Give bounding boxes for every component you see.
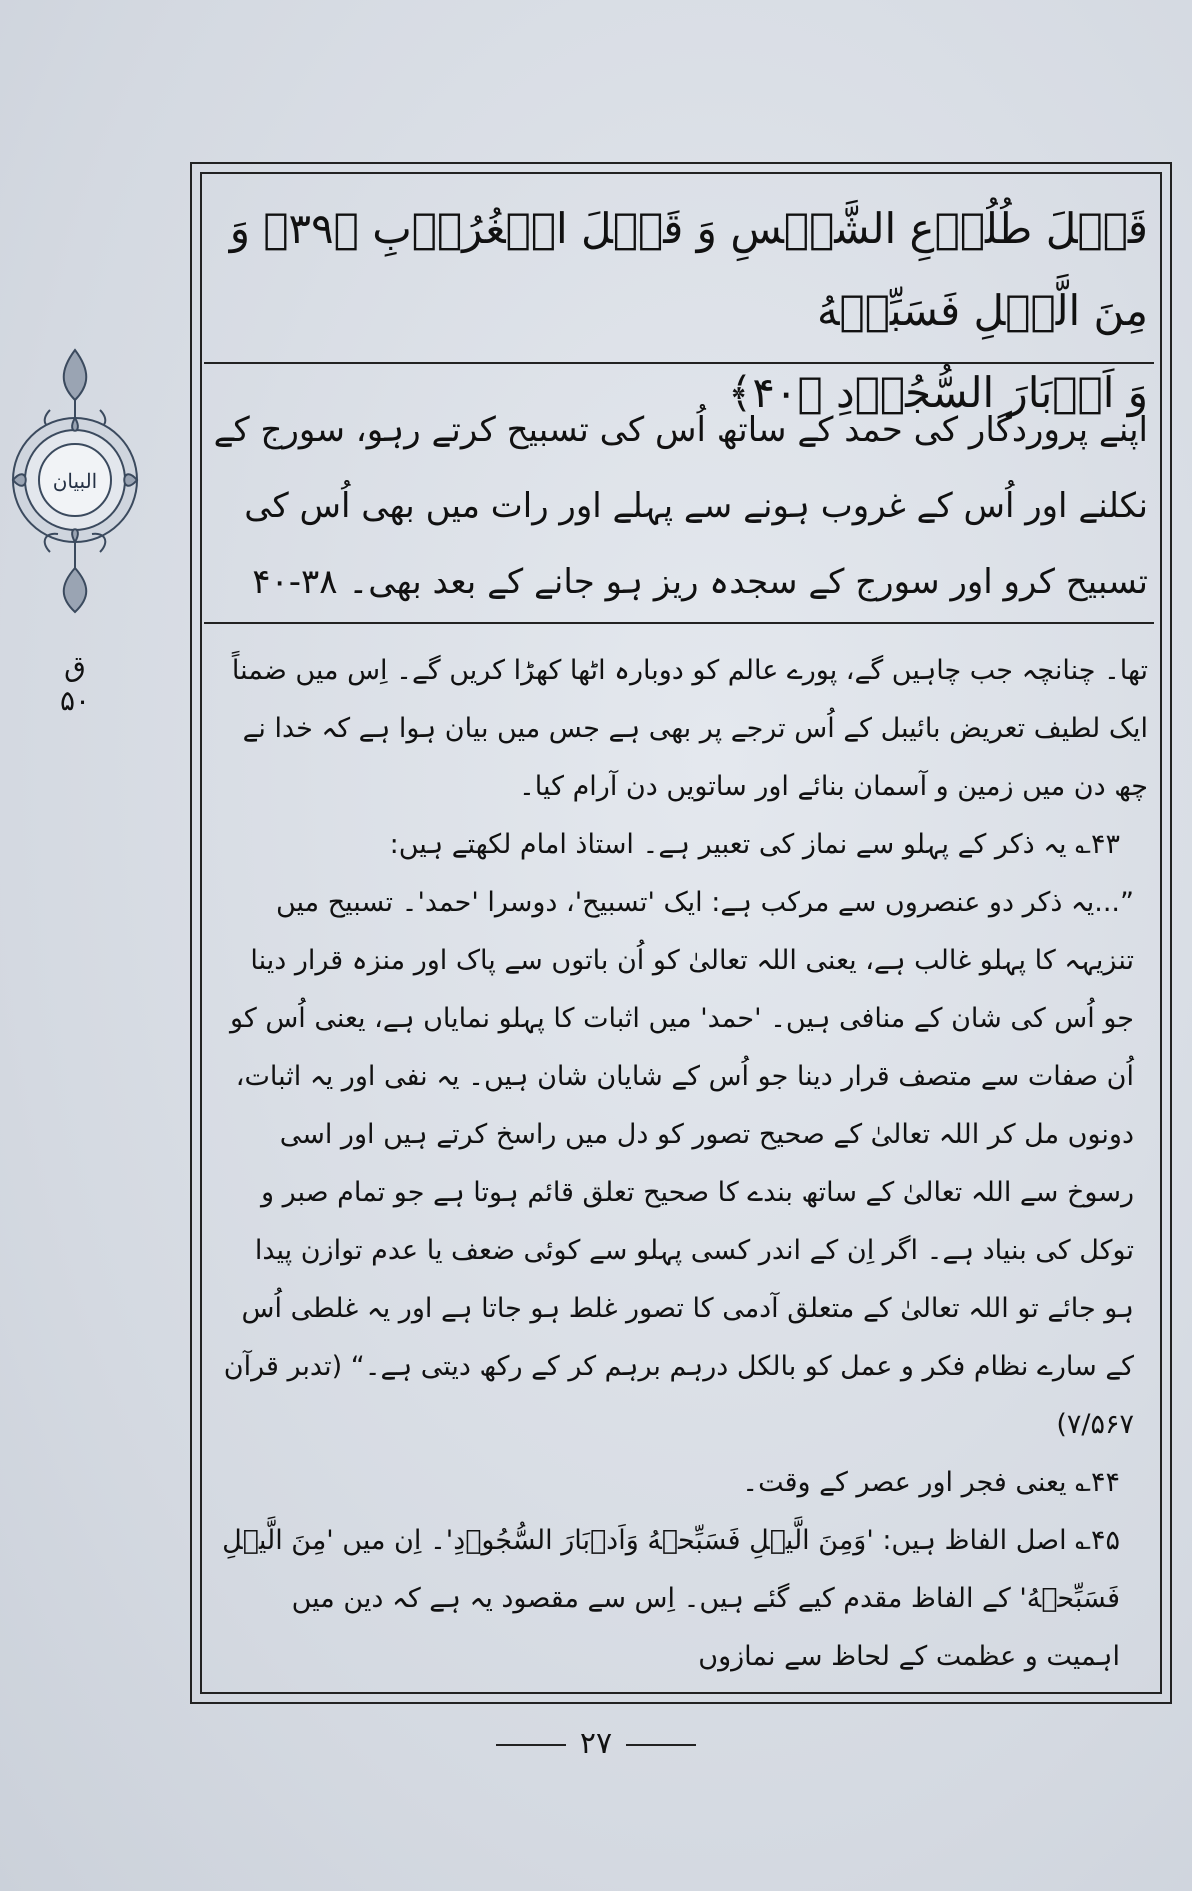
translation-text: اپنے پروردگار کی حمد کے ساتھ اُس کی تسبیح کرتے رہو، سورج کے نکلنے اور اُس کے غروب ہونے سے پہلے اور رات میں بھی اُس کی تسبیح کرو اور سورج کے سجدہ ریز ہو جانے کے بعد بھی۔ ۳۸-۴۰ [213,410,1148,602]
arabic-verse-line-1: قَبۡلَ طُلُوۡعِ الشَّمۡسِ وَ قَبۡلَ الۡغُرُوۡبِ ﴿۳۹﴾ وَ مِنَ الَّيۡلِ فَسَبِّحۡهُ [229,204,1148,335]
page-number: ۲۷ [579,1726,613,1761]
note-44: ۴۴؎ یعنی فجر اور عصر کے وقت۔ [742,1467,1120,1498]
ornament-icon [0,340,150,620]
arabic-verse-line-2: وَ اَدۡبَارَ السُّجُوۡدِ ﴿۴۰﴾ [727,368,1148,417]
surah-number: ۵۰ [59,684,91,717]
page-footer [0,1726,1192,1761]
footer-dash-left [496,1744,566,1746]
ornament-label: البیان [52,469,98,493]
footnotes [212,642,1148,1686]
note-paragraph-1: تھا۔ چنانچہ جب چاہیں گے، پورے عالم کو دوبارہ اٹھا کھڑا کریں گے۔ اِس میں ضمناً ایک لطیف تعریض بائیبل کے اُس ترجے پر بھی ہے جس میں بیان ہوا ہے کہ خدا نے چھ دن میں زمین و آسمان بنائے اور ساتویں دن آرام کیا۔ [231,655,1148,802]
note-43-quote: ”...یہ ذکر دو عنصروں سے مرکب ہے: ایک 'تسبیح'، دوسرا 'حمد'۔ تسبیح میں تنزیہہ کا پہلو غالب ہے، یعنی اللہ تعالیٰ کو اُن باتوں سے پاک اور منزہ قرار دینا جو اُس کی شان کے منافی ہیں۔ 'حمد' میں اثبات کا پہلو نمایاں ہے، یعنی اُس کو اُن صفات سے متصف قرار دینا جو اُس کے شایان شان ہیں۔ یہ نفی اور یہ اثبات، دونوں مل کر اللہ تعالیٰ کے صحیح تصور کو دل میں راسخ کرتے ہیں اور اسی رسوخ سے اللہ تعالیٰ کے ساتھ بندے کا صحیح تعلق قائم ہوتا ہے جو تمام صبر و توکل کی بنیاد ہے۔ اگر اِن کے اندر کسی پہلو سے کوئی ضعف یا عدم توازن پیدا ہو جائے تو اللہ تعالیٰ کے متعلق آدمی کا تصور غلط ہو جاتا ہے اور یہ غلطی اُس کے سارے نظام فکر و عمل کو بالکل درہم برہم کر کے رکھ دیتی ہے۔“ (تدبر قرآن ۷/۵۶۷) [223,887,1134,1440]
divider-top [204,362,1154,364]
surah-letter: ق [64,650,86,683]
note-45: ۴۵؎ اصل الفاظ ہیں: 'وَمِنَ الَّيۡلِ فَسَبِّحۡهُ وَاَدۡبَارَ السُّجُوۡدِ'۔ اِن میں 'مِنَ الَّيۡلِ فَسَبِّحۡهُ' کے الفاظ مقدم کیے گئے ہیں۔ اِس سے مقصود یہ ہے کہ دین میں اہمیت و عظمت کے لحاظ سے نمازوں [222,1525,1120,1672]
translation [212,392,1148,620]
note-43-heading: ۴۳؎ یہ ذکر کے پہلو سے نماز کی تعبیر ہے۔ استاذ امام لکھتے ہیں: [389,829,1120,860]
surah-marker [40,650,110,718]
footer-dash-right [626,1744,696,1746]
divider-middle [204,622,1154,624]
